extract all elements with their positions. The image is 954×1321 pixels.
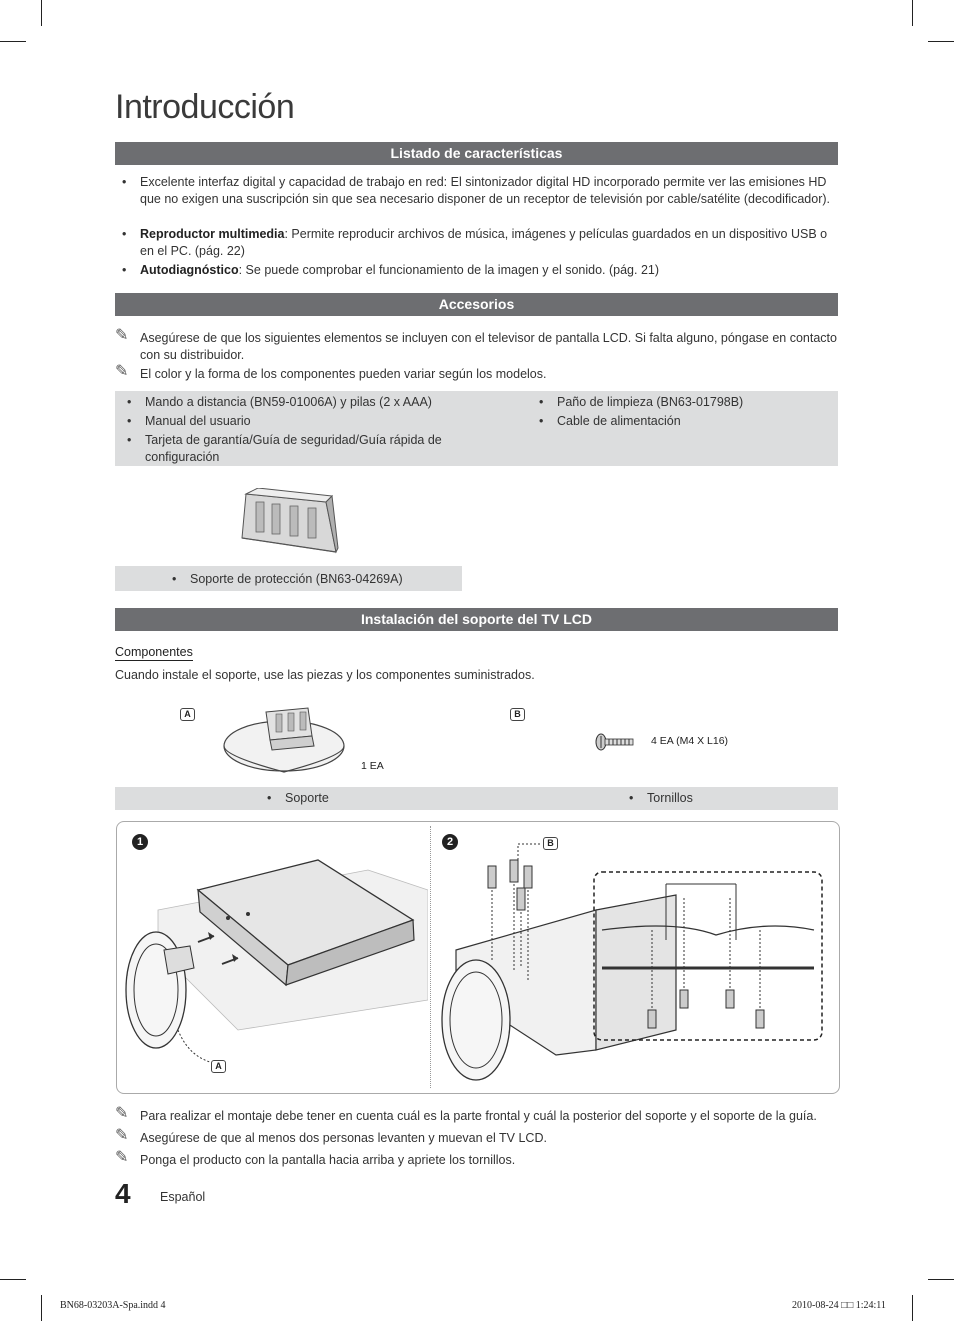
- step-1-illustration: [118, 850, 428, 1090]
- accessory-item: • Manual del usuario: [127, 414, 251, 428]
- accessory-item: • Paño de limpieza (BN63-01798B): [539, 395, 744, 409]
- crop-mark: [928, 41, 954, 42]
- part-a-qty: 1 EA: [361, 760, 384, 772]
- features-heading: Listado de características: [115, 142, 838, 165]
- feature-item: • Autodiagnóstico: Se puede comprobar el funcionamiento de la imagen y el sonido. (pág. 21): [122, 263, 660, 277]
- feature-bold: Reproductor multimedia: [140, 227, 285, 241]
- crop-mark: [912, 1295, 913, 1321]
- step-2-illustration: [436, 840, 836, 1085]
- parts-list-box: [115, 787, 838, 810]
- crop-mark: [41, 0, 42, 26]
- crop-mark: [41, 1295, 42, 1321]
- components-label: Componentes: [115, 645, 193, 659]
- part-b-badge: B: [510, 708, 525, 721]
- feature-item: • Reproductor multimedia: Permite reproducir archivos de música, imágenes y películas guardados en un dispositivo USB o en el PC. (pág. 22): [122, 227, 828, 258]
- stand-base-illustration: [222, 702, 346, 774]
- components-text: Cuando instale el soporte, use las piezas y los componentes suministrados.: [115, 668, 535, 682]
- bracket-item: • Soporte de protección (BN63-04269A): [172, 572, 403, 586]
- feature-bold: Autodiagnóstico: [140, 263, 239, 277]
- accessories-note: ✎ El color y la forma de los componentes pueden variar según los modelos.: [115, 363, 547, 381]
- part-a-badge: A: [180, 708, 195, 721]
- language-label: Español: [160, 1190, 206, 1204]
- protection-bracket-illustration: [234, 488, 340, 556]
- part-a-name: • Soporte: [267, 791, 329, 805]
- part-a-callout: A: [211, 1060, 226, 1073]
- pencil-note-icon: ✎: [115, 1127, 129, 1144]
- accessory-item: • Mando a distancia (BN59-01006A) y pilas (2 x AAA): [127, 395, 432, 409]
- feature-item: • Excelente interfaz digital y capacidad de trabajo en red: El sintonizador digital HD incorporado permite ver las emisiones HD que no exigen una suscripción sin que sea necesario disponer de un receptor de televisión por cable/satélite (decodificador).: [122, 175, 831, 206]
- install-note: ✎ Para realizar el montaje debe tener en cuenta cuál es la parte frontal y cuál la posterior del soporte y el soporte de la guía.: [115, 1105, 817, 1123]
- install-heading: Instalación del soporte del TV LCD: [115, 608, 838, 631]
- accessory-item: • Tarjeta de garantía/Guía de seguridad/Guía rápida de configuración: [127, 433, 442, 464]
- step-1-marker: 1: [132, 834, 148, 850]
- step-2-marker: 2: [442, 834, 458, 850]
- pencil-note-icon: ✎: [115, 1105, 129, 1122]
- footer-file-info: BN68-03203A-Spa.indd 4: [60, 1300, 166, 1311]
- part-b-qty: 4 EA (M4 X L16): [651, 735, 729, 747]
- crop-mark: [928, 1279, 954, 1280]
- pencil-note-icon: ✎: [115, 363, 129, 380]
- crop-mark: [0, 41, 26, 42]
- page-number: 4: [115, 1178, 131, 1209]
- part-b-name: • Tornillos: [629, 791, 693, 805]
- install-note: ✎ Asegúrese de que al menos dos personas levanten y muevan el TV LCD.: [115, 1127, 547, 1145]
- pencil-note-icon: ✎: [115, 327, 129, 344]
- part-b-callout: B: [543, 837, 558, 850]
- crop-mark: [0, 1279, 26, 1280]
- accessories-heading: Accesorios: [115, 293, 838, 316]
- install-note: ✎ Ponga el producto con la pantalla hacia arriba y apriete los tornillos.: [115, 1149, 516, 1167]
- crop-mark: [912, 0, 913, 26]
- divider: [430, 826, 431, 1088]
- screw-icon: [595, 733, 635, 751]
- accessories-note: ✎ Asegúrese de que los siguientes elementos se incluyen con el televisor de pantalla LCD. Si falta alguno, póngase en contacto con su distribuidor.: [115, 327, 837, 362]
- pencil-note-icon: ✎: [115, 1149, 129, 1166]
- footer-timestamp: 2010-08-24 □□ 1:24:11: [792, 1300, 886, 1311]
- accessory-item: • Cable de alimentación: [539, 414, 681, 428]
- page-title: Introducción: [115, 88, 295, 126]
